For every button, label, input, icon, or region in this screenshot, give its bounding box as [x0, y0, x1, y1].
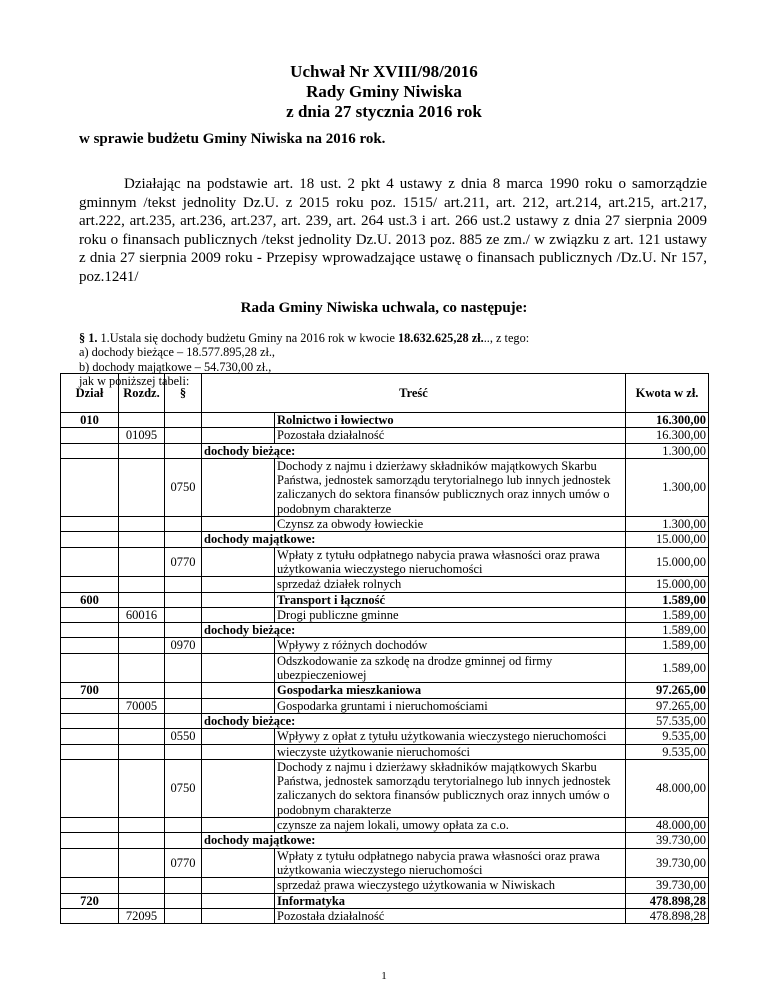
amount-cell: 39.730,00 — [626, 878, 709, 893]
paragraph-cell — [165, 532, 202, 547]
rozdz-cell: 01095 — [119, 428, 165, 443]
table-row — [61, 893, 709, 908]
amount-cell: 9.535,00 — [626, 729, 709, 744]
table-row — [61, 878, 709, 893]
tresc-cell: Transport i łączność — [275, 592, 626, 607]
amount-cell: 1.300,00 — [626, 443, 709, 458]
table-header — [61, 374, 709, 413]
section-intro-end: .., z tego: — [483, 331, 530, 345]
rozdz-cell — [119, 729, 165, 744]
amount-cell: 9.535,00 — [626, 744, 709, 759]
amount-cell: 1.300,00 — [626, 458, 709, 516]
spacer-cell — [202, 607, 275, 622]
paragraph-cell — [165, 653, 202, 683]
tresc-cell: Odszkodowanie za szkodę na drodze gminnej od firmy ubezpieczeniowej — [275, 653, 626, 683]
rozdz-cell — [119, 517, 165, 532]
dzial-cell — [61, 428, 119, 443]
dzial-cell — [61, 759, 119, 817]
rozdz-cell — [119, 413, 165, 428]
table-row — [61, 532, 709, 547]
dzial-cell — [61, 443, 119, 458]
spacer-cell — [202, 413, 275, 428]
amount-cell: 1.589,00 — [626, 607, 709, 622]
dzial-cell — [61, 698, 119, 713]
dzial-cell — [61, 623, 119, 638]
amount-cell: 15.000,00 — [626, 577, 709, 592]
table-row — [61, 683, 709, 698]
rozdz-cell — [119, 713, 165, 728]
spacer-cell — [202, 848, 275, 878]
tresc-cell: Wpłaty z tytułu odpłatnego nabycia prawa własności oraz prawa użytkowania wieczystego nieruchomości — [275, 848, 626, 878]
table-row — [61, 653, 709, 683]
section-total: 18.632.625,28 zł. — [397, 331, 484, 345]
amount-cell: 97.265,00 — [626, 698, 709, 713]
spacer-cell — [202, 908, 275, 923]
table-row — [61, 698, 709, 713]
rozdz-cell — [119, 592, 165, 607]
spacer-cell — [202, 547, 275, 577]
table-row — [61, 729, 709, 744]
table-row — [61, 713, 709, 728]
amount-cell: 57.535,00 — [626, 713, 709, 728]
item-c: jak w poniższej tabeli: — [79, 373, 190, 388]
dzial-cell — [61, 818, 119, 833]
amount-cell: 15.000,00 — [626, 532, 709, 547]
amount-cell: 15.000,00 — [626, 547, 709, 577]
category-cell: dochody majątkowe: — [202, 833, 626, 848]
table-row — [61, 818, 709, 833]
document-title — [0, 62, 768, 122]
dzial-cell — [61, 653, 119, 683]
dzial-cell — [61, 713, 119, 728]
table-row — [61, 577, 709, 592]
table-row — [61, 833, 709, 848]
table-row — [61, 623, 709, 638]
title-line-3: z dnia 27 stycznia 2016 rok — [286, 102, 482, 121]
title-line-1: Uchwał Nr XVIII/98/2016 — [290, 62, 478, 81]
spacer-cell — [202, 428, 275, 443]
rozdz-cell: 72095 — [119, 908, 165, 923]
table-row — [61, 443, 709, 458]
dzial-cell — [61, 833, 119, 848]
tresc-cell: Wpływy z opłat z tytułu użytkowania wieczystego nieruchomości — [275, 729, 626, 744]
dzial-cell: 720 — [61, 893, 119, 908]
paragraph-cell: 0970 — [165, 638, 202, 653]
page-number: 1 — [381, 970, 387, 982]
dzial-cell — [61, 547, 119, 577]
rozdz-cell — [119, 653, 165, 683]
dzial-cell — [61, 744, 119, 759]
resolves-heading: Rada Gminy Niwiska uchwala, co następuje: — [240, 300, 528, 316]
item-b: b) dochody majątkowe – 54.730,00 zł., — [79, 359, 272, 374]
dzial-cell — [61, 577, 119, 592]
section-mark: § 1. — [79, 331, 98, 345]
paragraph-cell — [165, 683, 202, 698]
amount-cell: 48.000,00 — [626, 759, 709, 817]
title-line-2: Rady Gminy Niwiska — [306, 82, 462, 101]
dzial-cell — [61, 729, 119, 744]
rozdz-cell — [119, 547, 165, 577]
dzial-cell — [61, 638, 119, 653]
spacer-cell — [202, 698, 275, 713]
table-row — [61, 592, 709, 607]
amount-cell: 1.589,00 — [626, 638, 709, 653]
paragraph-cell — [165, 698, 202, 713]
category-cell: dochody majątkowe: — [202, 532, 626, 547]
paragraph-cell — [165, 607, 202, 622]
rozdz-cell — [119, 878, 165, 893]
amount-cell: 97.265,00 — [626, 683, 709, 698]
amount-cell: 478.898,28 — [626, 908, 709, 923]
table-row — [61, 413, 709, 428]
table-row — [61, 638, 709, 653]
header-dzial: Dział — [61, 374, 119, 413]
amount-cell: 39.730,00 — [626, 848, 709, 878]
category-cell: dochody bieżące: — [202, 623, 626, 638]
amount-cell: 1.300,00 — [626, 517, 709, 532]
tresc-cell: Gospodarka mieszkaniowa — [275, 683, 626, 698]
spacer-cell — [202, 577, 275, 592]
rozdz-cell — [119, 818, 165, 833]
spacer-cell — [202, 729, 275, 744]
table-row — [61, 744, 709, 759]
dzial-cell — [61, 532, 119, 547]
tresc-cell: Drogi publiczne gminne — [275, 607, 626, 622]
category-cell: dochody bieżące: — [202, 713, 626, 728]
header-tresc: Treść — [202, 374, 626, 413]
header-kwota: Kwota w zł. — [626, 374, 709, 413]
rozdz-cell: 70005 — [119, 698, 165, 713]
table-row — [61, 848, 709, 878]
table-row — [61, 759, 709, 817]
paragraph-cell — [165, 908, 202, 923]
rozdz-cell — [119, 893, 165, 908]
tresc-cell: Wpłaty z tytułu odpłatnego nabycia prawa własności oraz prawa użytkowania wieczystego nieruchomości — [275, 547, 626, 577]
tresc-cell: Czynsz za obwody łowieckie — [275, 517, 626, 532]
tresc-cell: czynsze za najem lokali, umowy opłata za c.o. — [275, 818, 626, 833]
rozdz-cell — [119, 532, 165, 547]
rozdz-cell — [119, 683, 165, 698]
dzial-cell — [61, 458, 119, 516]
paragraph-cell — [165, 592, 202, 607]
spacer-cell — [202, 517, 275, 532]
spacer-cell — [202, 683, 275, 698]
paragraph-cell: 0770 — [165, 547, 202, 577]
amount-cell: 16.300,00 — [626, 428, 709, 443]
paragraph-cell — [165, 443, 202, 458]
paragraph-cell — [165, 818, 202, 833]
spacer-cell — [202, 744, 275, 759]
item-a: a) dochody bieżące – 18.577.895,28 zł., — [79, 345, 276, 360]
spacer-cell — [202, 818, 275, 833]
amount-cell: 16.300,00 — [626, 413, 709, 428]
tresc-cell: Pozostała działalność — [275, 908, 626, 923]
paragraph-cell — [165, 833, 202, 848]
tresc-cell: Dochody z najmu i dzierżawy składników majątkowych Skarbu Państwa, jednostek samorządu terytorialnego lub innych jednostek zaliczanych do sektora finansów publicznych oraz innych umów o podobnym charakterze — [275, 458, 626, 516]
amount-cell: 478.898,28 — [626, 893, 709, 908]
tresc-cell: Pozostała działalność — [275, 428, 626, 443]
spacer-cell — [202, 893, 275, 908]
tresc-cell: Informatyka — [275, 893, 626, 908]
budget-table — [60, 373, 709, 924]
rozdz-cell — [119, 744, 165, 759]
category-cell: dochody bieżące: — [202, 443, 626, 458]
rozdz-cell — [119, 833, 165, 848]
rozdz-cell: 60016 — [119, 607, 165, 622]
spacer-cell — [202, 759, 275, 817]
table-row — [61, 458, 709, 516]
rozdz-cell — [119, 458, 165, 516]
dzial-cell — [61, 908, 119, 923]
rozdz-cell — [119, 638, 165, 653]
dzial-cell — [61, 848, 119, 878]
paragraph-cell: 0770 — [165, 848, 202, 878]
spacer-cell — [202, 592, 275, 607]
amount-cell: 48.000,00 — [626, 818, 709, 833]
rozdz-cell — [119, 577, 165, 592]
rozdz-cell — [119, 443, 165, 458]
rozdz-cell — [119, 759, 165, 817]
paragraph-cell — [165, 623, 202, 638]
table-row — [61, 908, 709, 923]
tresc-cell: sprzedaż prawa wieczystego użytkowania w Niwiskach — [275, 878, 626, 893]
amount-cell: 1.589,00 — [626, 623, 709, 638]
amount-cell: 1.589,00 — [626, 592, 709, 607]
tresc-cell: sprzedaż działek rolnych — [275, 577, 626, 592]
table-row — [61, 428, 709, 443]
dzial-cell: 010 — [61, 413, 119, 428]
preamble: Działając na podstawie art. 18 ust. 2 pkt 4 ustawy z dnia 8 marca 1990 roku o samorządzie gminnym /tekst jednolity Dz.U. z 2015 roku poz. 1515/ art.211, art. 212, art.214, art.215, art.217, art.222, art.235, art.236, art.237, art. 239, art. 264 ust.3 i art. 266 ust.2 ustawy z dnia 27 sierpnia 2009 roku o finansach publicznych /tekst jednolity Dz.U. 2013 poz. 885 ze zm./ w związku z art. 121 ustawy z dnia 27 sierpnia 2009 roku - Przepisy wprowadzające ustawę o finansach publicznych /Dz.U. Nr 157, poz.1241/ — [79, 176, 707, 285]
dzial-cell — [61, 607, 119, 622]
dzial-cell — [61, 878, 119, 893]
paragraph-cell — [165, 428, 202, 443]
paragraph-cell — [165, 517, 202, 532]
paragraph-cell — [165, 713, 202, 728]
tresc-cell: wieczyste użytkowanie nieruchomości — [275, 744, 626, 759]
rozdz-cell — [119, 848, 165, 878]
table-row — [61, 547, 709, 577]
paragraph-cell — [165, 413, 202, 428]
spacer-cell — [202, 878, 275, 893]
subject: w sprawie budżetu Gminy Niwiska na 2016 rok. — [79, 131, 386, 147]
amount-cell: 1.589,00 — [626, 653, 709, 683]
spacer-cell — [202, 653, 275, 683]
paragraph-cell — [165, 878, 202, 893]
header-paragraph: § — [165, 374, 202, 413]
tresc-cell: Dochody z najmu i dzierżawy składników majątkowych Skarbu Państwa, jednostek samorządu terytorialnego lub innych jednostek zaliczanych do sektora finansów publicznych oraz innych umów o podobnym charakterze — [275, 759, 626, 817]
dzial-cell: 600 — [61, 592, 119, 607]
rozdz-cell — [119, 623, 165, 638]
dzial-cell: 700 — [61, 683, 119, 698]
paragraph-cell: 0550 — [165, 729, 202, 744]
amount-cell: 39.730,00 — [626, 833, 709, 848]
table-row — [61, 517, 709, 532]
paragraph-cell: 0750 — [165, 458, 202, 516]
paragraph-cell — [165, 744, 202, 759]
tresc-cell: Rolnictwo i łowiectwo — [275, 413, 626, 428]
header-rozdz: Rozdz. — [119, 374, 165, 413]
paragraph-cell — [165, 577, 202, 592]
paragraph-cell — [165, 893, 202, 908]
tresc-cell: Gospodarka gruntami i nieruchomościami — [275, 698, 626, 713]
table-row — [61, 607, 709, 622]
paragraph-cell: 0750 — [165, 759, 202, 817]
spacer-cell — [202, 458, 275, 516]
section-intro: 1.Ustala się dochody budżetu Gminy na 2016 rok w kwocie — [97, 331, 398, 345]
dzial-cell — [61, 517, 119, 532]
tresc-cell: Wpływy z różnych dochodów — [275, 638, 626, 653]
spacer-cell — [202, 638, 275, 653]
